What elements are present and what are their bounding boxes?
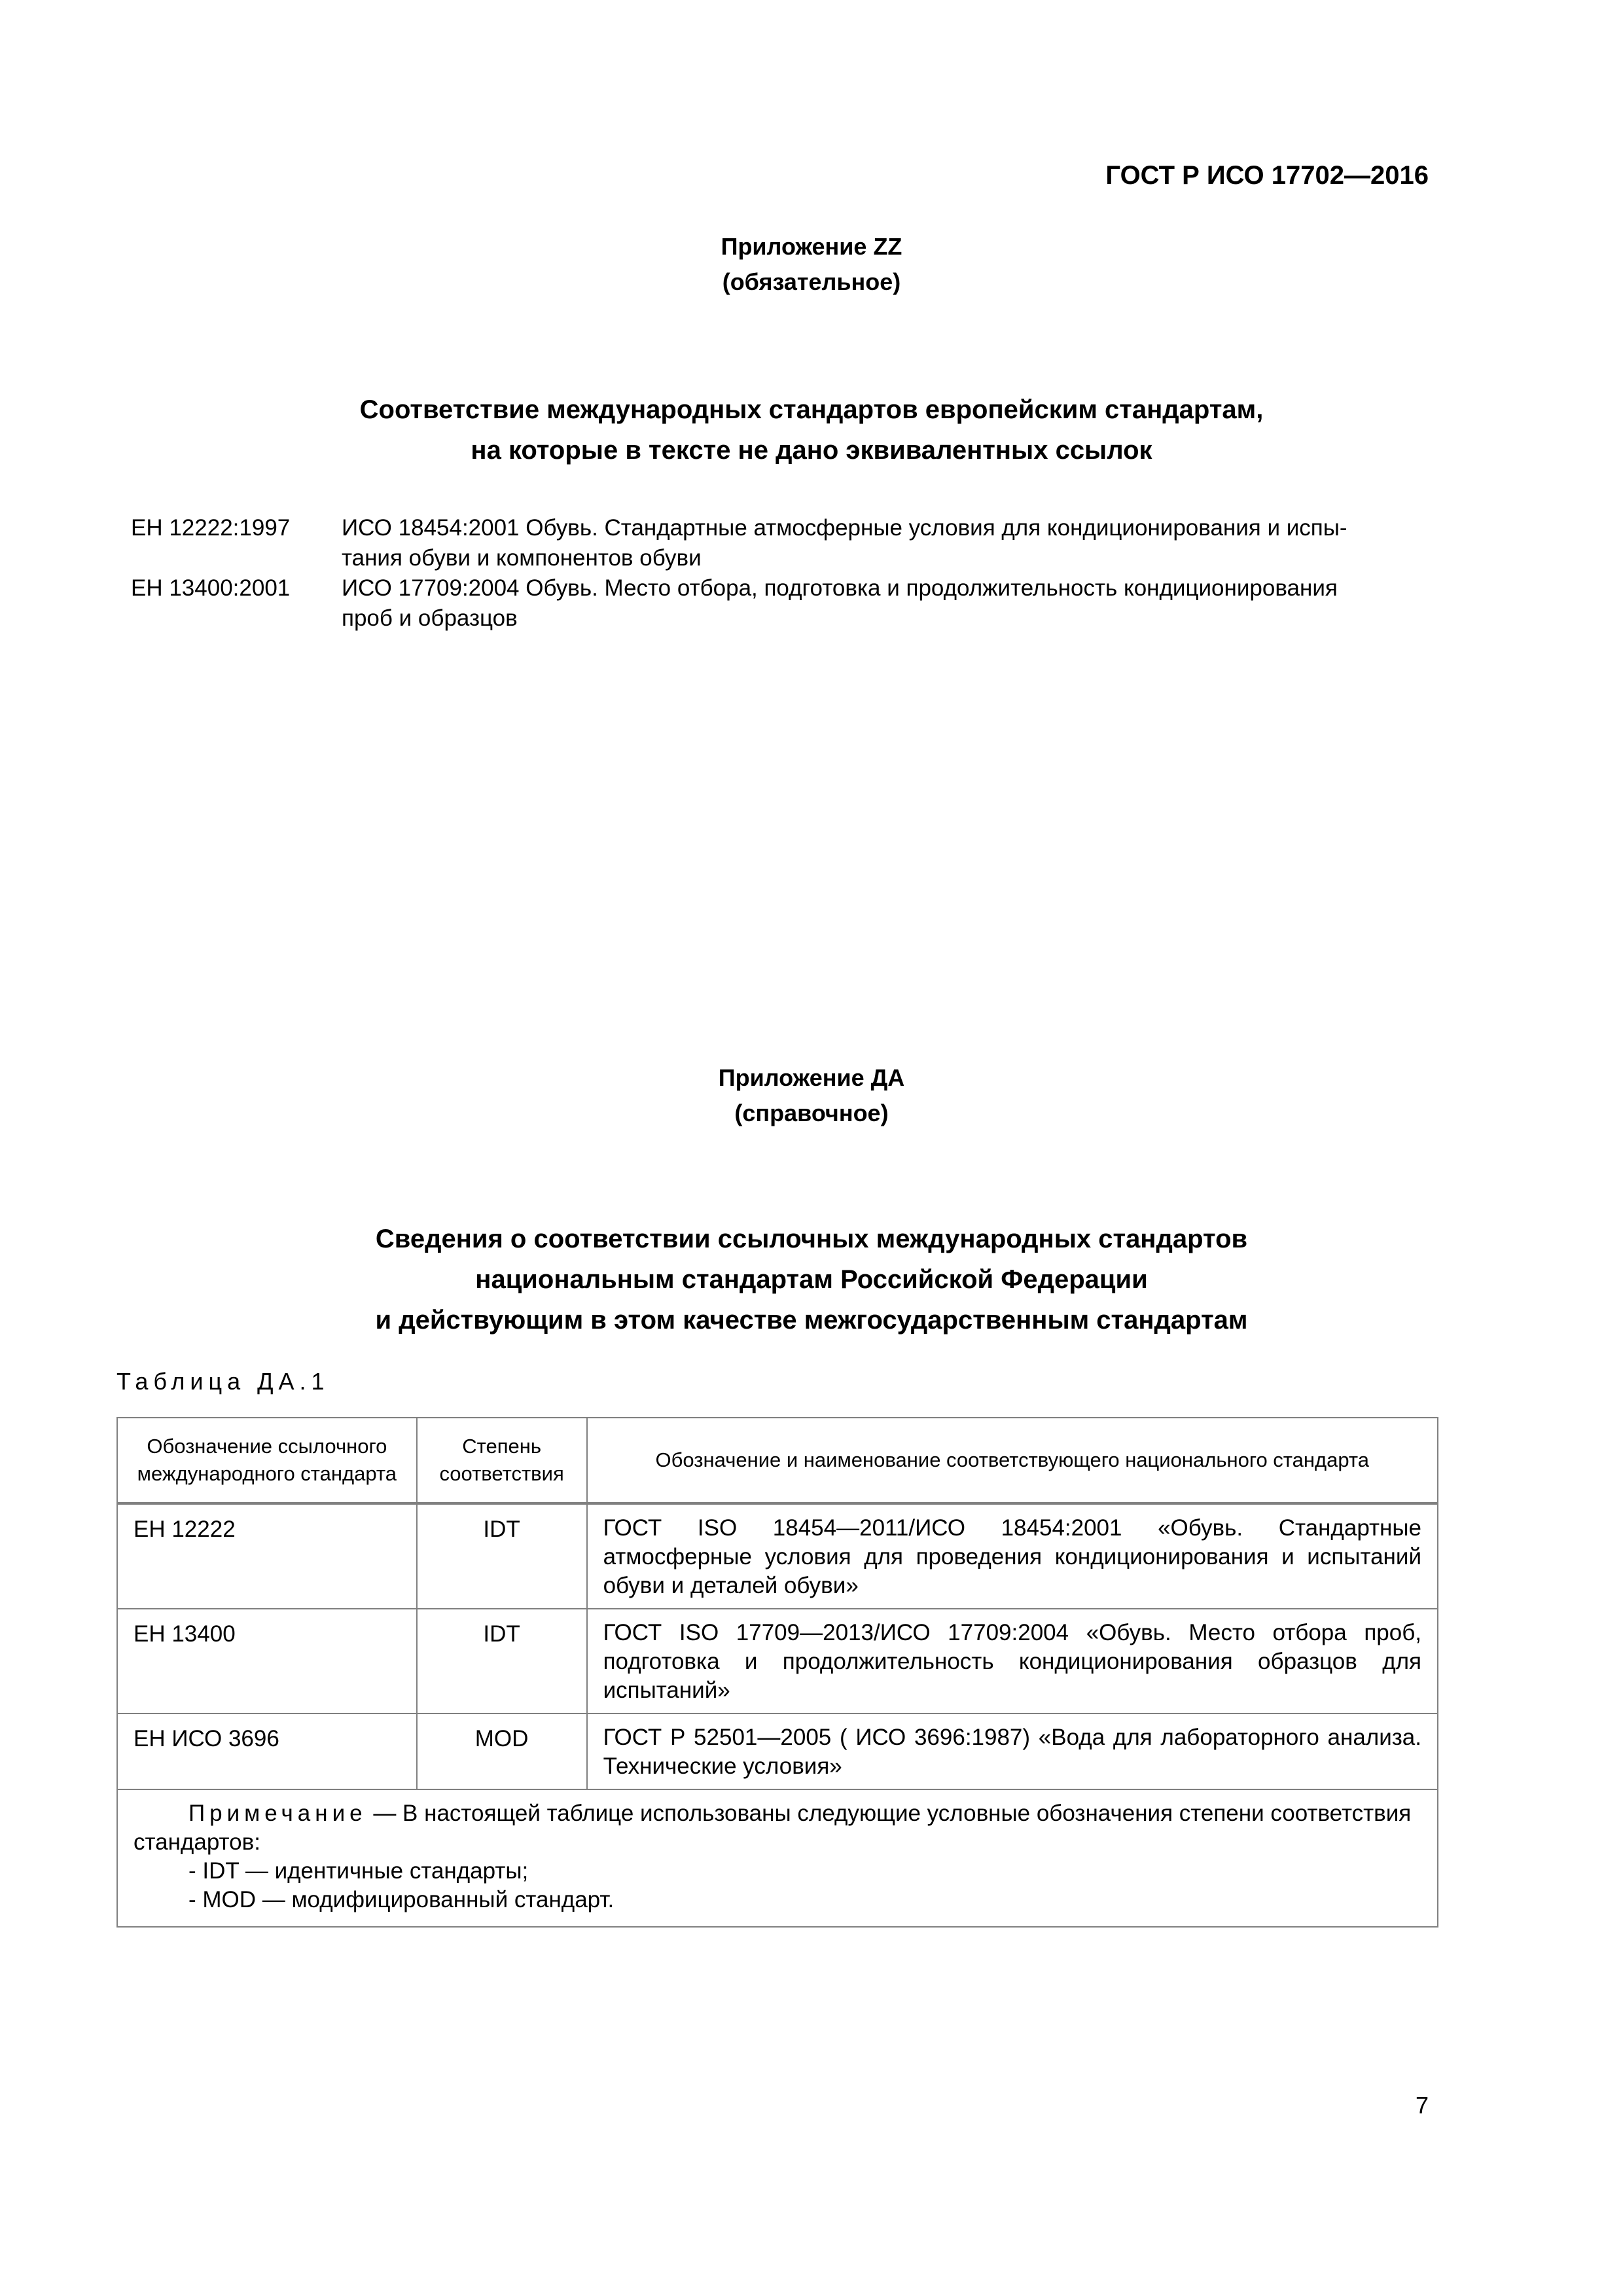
cell-degree: IDT (417, 1503, 587, 1609)
annex-zz-title: Приложение ZZ (721, 233, 902, 260)
table-note (117, 1789, 1438, 1927)
cell-national-standard: ГОСТ Р 52501—2005 ( ИСО 3696:1987) «Вода для лабораторного анализа. Технические условия» (587, 1713, 1438, 1789)
header-national-standard: Обозначение и наименование соответствующего национального стандарта (587, 1418, 1438, 1503)
table-row (117, 1609, 1438, 1713)
cell-ref-standard: ЕН 12222 (117, 1503, 417, 1609)
table-caption: Таблица ДА.1 (116, 1368, 330, 1395)
annex-zz-status: (обязательное) (722, 268, 901, 295)
cell-ref-standard: ЕН ИСО 3696 (117, 1713, 417, 1789)
annex-zz-heading-line2: на которые в тексте не дано эквивалентных ссылок (471, 436, 1152, 465)
reference-text-line2: проб и образцов (342, 605, 518, 631)
reference-description (342, 573, 1427, 634)
reference-text-line1: ИСО 17709:2004 Обувь. Место отбора, подготовка и продолжительность кондиционирования (342, 575, 1338, 601)
note-label: Примечание (188, 1801, 367, 1826)
reference-code: ЕН 12222:1997 (131, 515, 291, 541)
annex-zz-heading-line1: Соответствие международных стандартов европейским стандартам, (359, 395, 1264, 424)
reference-item (131, 573, 1427, 634)
document-code: ГОСТ Р ИСО 17702—2016 (1105, 161, 1429, 190)
note-text: — В настоящей таблице использованы следующие условные обозначения степени соответствия стандартов: (134, 1801, 1412, 1855)
annex-da-heading-line3: и действующим в этом качестве межгосударственным стандартам (375, 1306, 1248, 1335)
annex-zz-block (0, 229, 1623, 300)
page-number: 7 (1415, 2092, 1429, 2119)
cell-degree: IDT (417, 1609, 587, 1713)
reference-code: ЕН 13400:2001 (131, 575, 291, 601)
table-row (117, 1503, 1438, 1609)
annex-zz-reference-list (131, 513, 1427, 634)
table-row (117, 1713, 1438, 1789)
table-note-row (117, 1789, 1438, 1927)
annex-da-heading (0, 1219, 1623, 1340)
correspondence-table (116, 1417, 1438, 1928)
cell-national-standard: ГОСТ ISO 18454—2011/ИСО 18454:2001 «Обувь. Стандартные атмосферные условия для проведения кондиционирования и испытаний обуви и деталей обуви» (587, 1503, 1438, 1609)
reference-text-line1: ИСО 18454:2001 Обувь. Стандартные атмосферные условия для кондиционирования и испы- (342, 515, 1347, 541)
reference-text-line2: тания обуви и компонентов обуви (342, 545, 702, 571)
annex-da-status: (справочное) (734, 1100, 889, 1126)
reference-description (342, 513, 1427, 573)
reference-item (131, 513, 1427, 573)
table-header-row (117, 1418, 1438, 1503)
annex-da-heading-line1: Сведения о соответствии ссылочных международных стандартов (375, 1225, 1248, 1253)
note-item-mod: - MOD — модифицированный стандарт. (188, 1887, 615, 1912)
note-item-idt: - IDT — идентичные стандарты; (188, 1858, 529, 1884)
header-ref-standard: Обозначение ссылочного международного стандарта (117, 1418, 417, 1503)
annex-da-block (0, 1060, 1623, 1131)
header-degree: Степень соответствия (417, 1418, 587, 1503)
cell-national-standard: ГОСТ ISO 17709—2013/ИСО 17709:2004 «Обувь. Место отбора проб, подготовка и продолжительность кондиционирования образцов для испытаний» (587, 1609, 1438, 1713)
cell-ref-standard: ЕН 13400 (117, 1609, 417, 1713)
annex-zz-heading (0, 389, 1623, 471)
annex-da-title: Приложение ДА (718, 1064, 905, 1091)
cell-degree: MOD (417, 1713, 587, 1789)
annex-da-heading-line2: национальным стандартам Российской Федерации (475, 1265, 1148, 1294)
